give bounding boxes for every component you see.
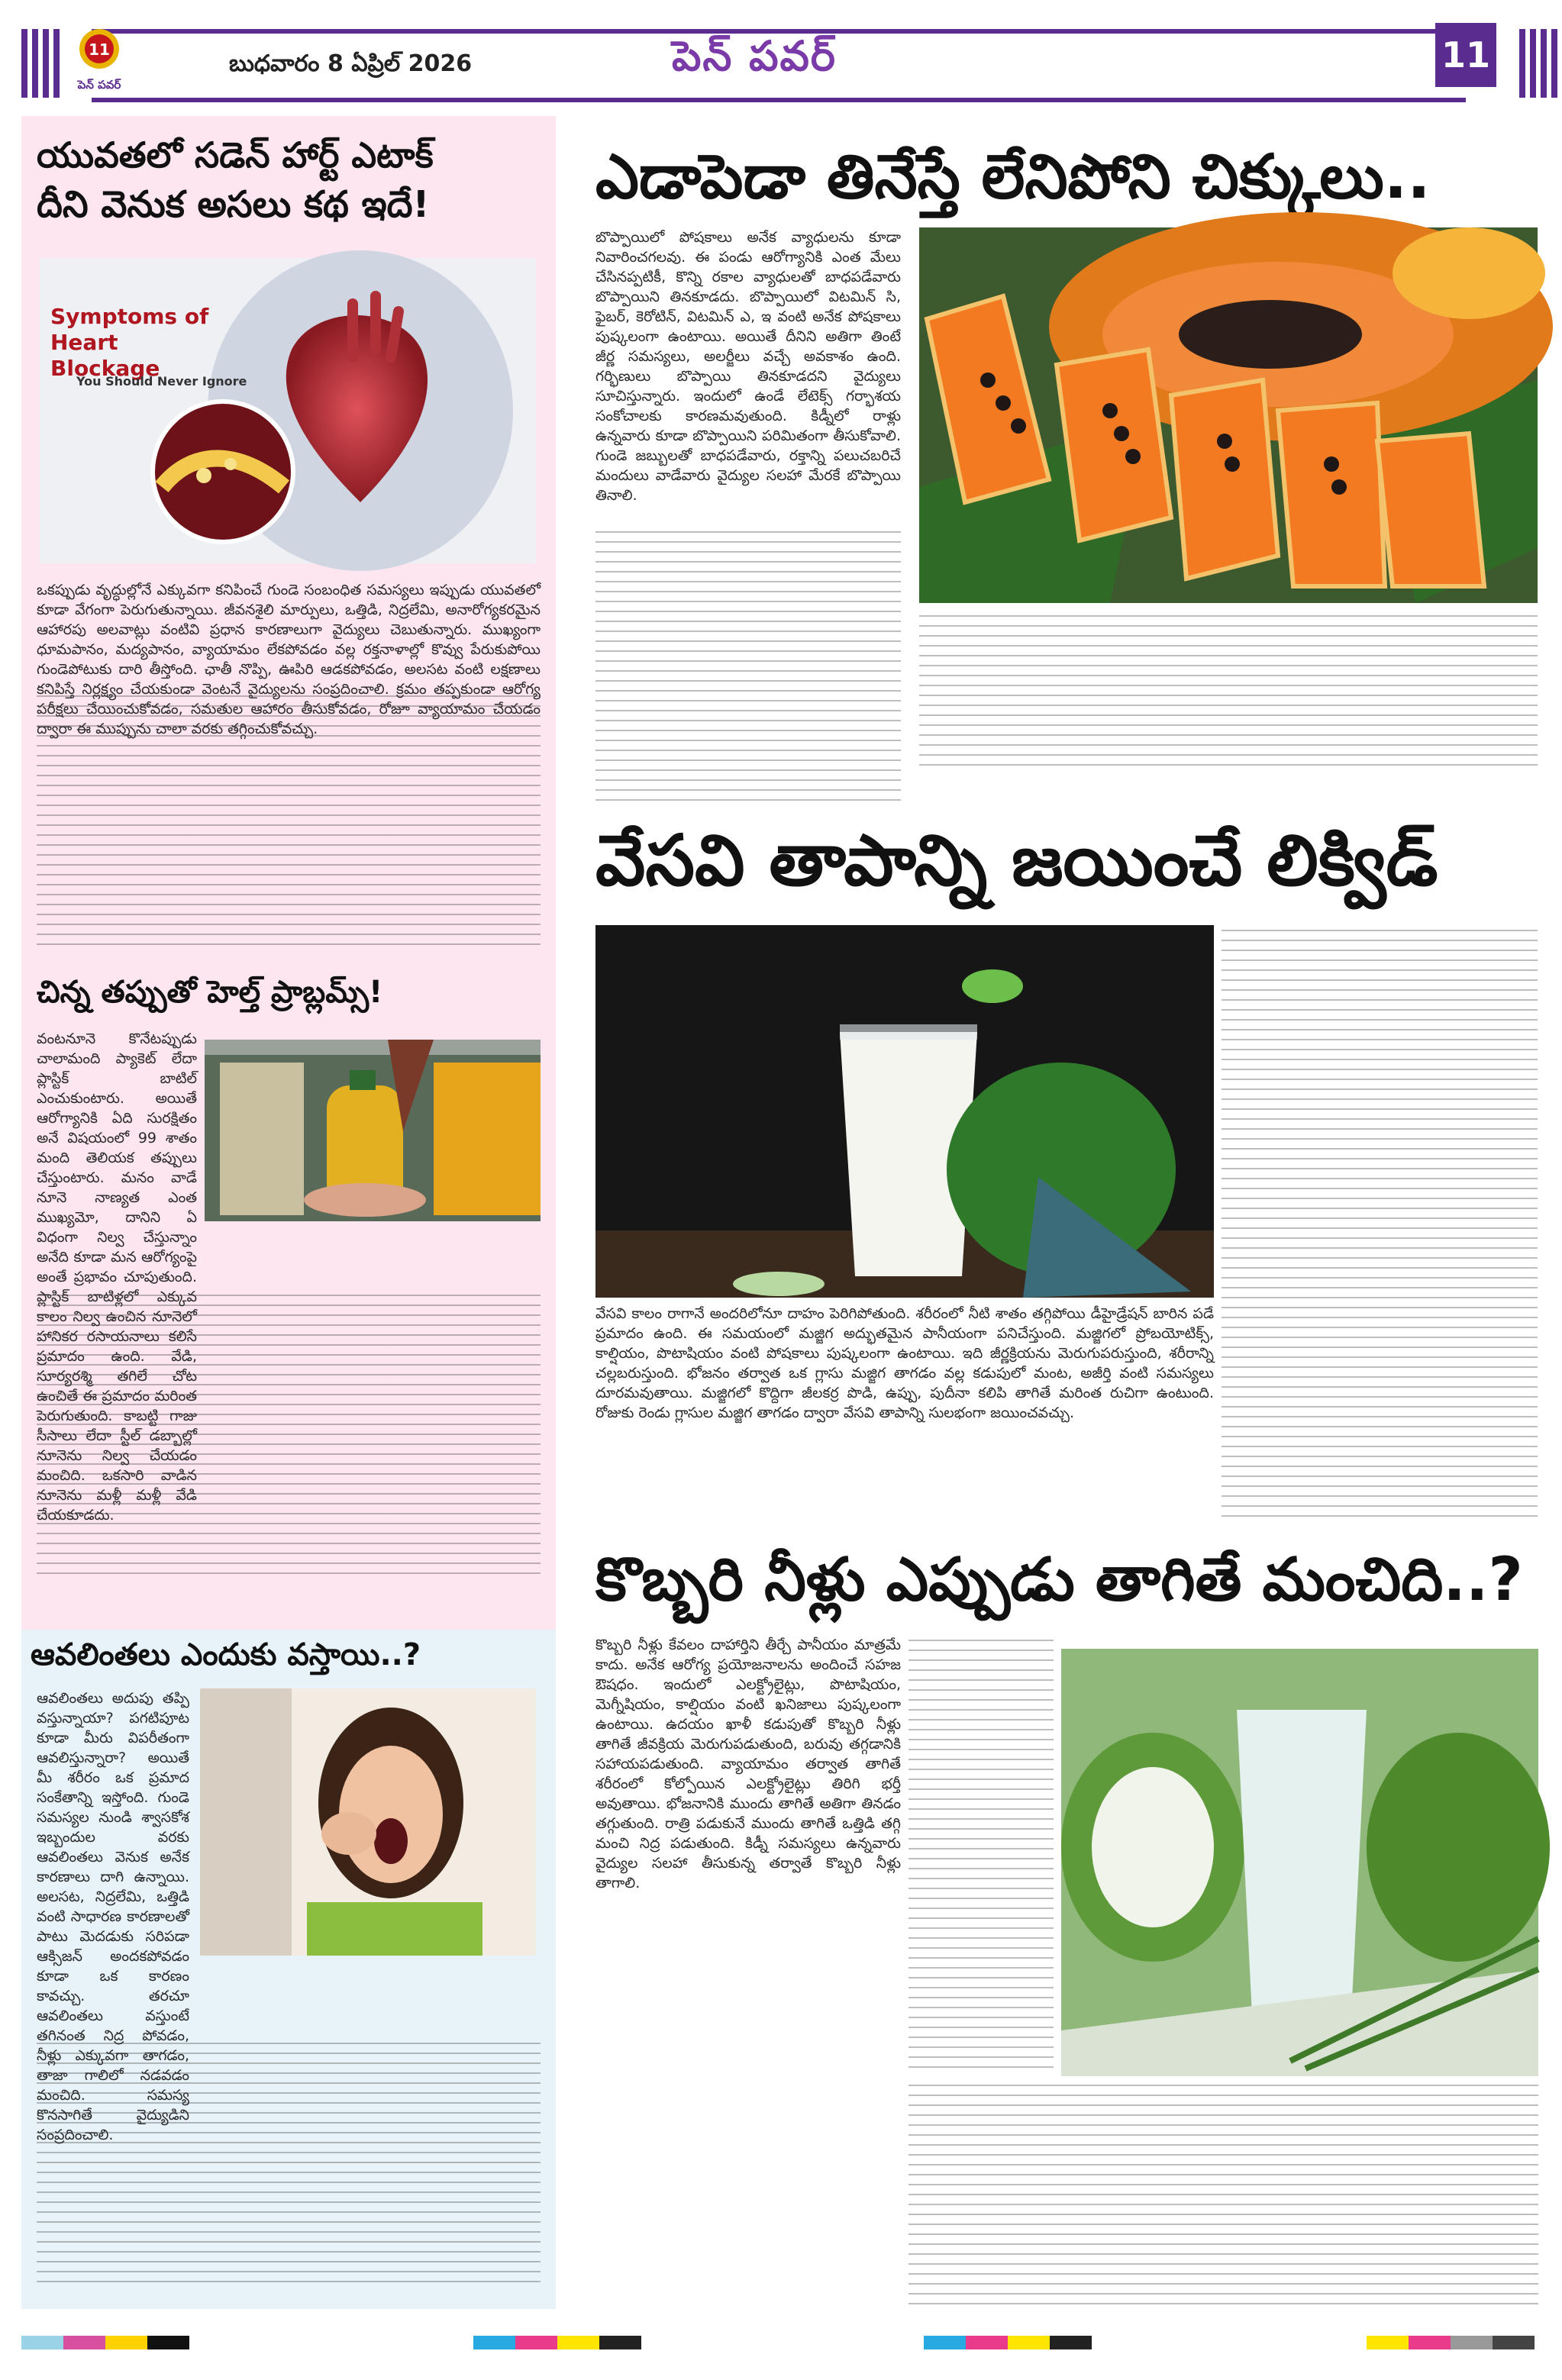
- papaya-lower-text: [919, 611, 1538, 771]
- papaya-body-continued: [595, 527, 901, 809]
- coconut-glass-image: [1061, 1649, 1538, 2076]
- infographic-title: Symptoms of Heart Blockage: [50, 304, 209, 381]
- logo-text: పెన్ పవర్: [77, 78, 121, 92]
- oil-storage-body: వంటనూనె కొనేటప్పుడు చాలామంది ప్యాకెట్ లేదా ప్లాస్టిక్ బాటిల్ ఎంచుకుంటారు. అయితే ఆరోగ్యానికి ఏది సురక్షితం అనే విషయంలో 99 శాతం మంది తెలియక తప్పులు చేస్తుంటారు. మనం వాడే నూనె నాణ్యత ఎంత ముఖ్యమో, దానిని ఏ విధంగా నిల్వ చేస్తున్నాం అనేది కూడా మన ఆరోగ్యంపై అంతే ప్రభావం చూపుతుంది. ప్లాస్టిక్ బాటిళ్లలో ఎక్కువ కాలం నిల్వ ఉంచిన నూనెలో హానికర రసాయనాలు కలిసే ప్రమాదం ఉంది. వేడి, సూర్యరశ్మి తగిలే చోట ఉంచితే ఈ ప్రమాదం మరింత పెరుగుతుంది. కాబట్టి గాజు సీసాలు లేదా స్టీల్ డబ్బాల్లో నూనెను నిల్వ చేయడం మంచిది. ఒకసారి వాడిన నూనెను మళ్లీ మళ్లీ వేడి చేయకూడదు.: [37, 1030, 197, 1524]
- masthead-title: పెన్ పవర్: [672, 32, 837, 80]
- heart-blockage-image: [40, 258, 536, 563]
- buttermilk-glass-image: [595, 925, 1214, 1298]
- coconut-water-body-lower: [908, 2080, 1538, 2309]
- buttermilk-body: వేసవి కాలం రాగానే అందరిలోనూ దాహం పెరిగిపోతుంది. శరీరంలో నీటి శాతం తగ్గిపోయి డీహైడ్రేషన్ బారిన పడే ప్రమాదం ఉంది. ఈ సమయంలో మజ్జిగ అద్భుతమైన పానీయంగా పనిచేస్తుంది. మజ్జిగలో ప్రోబయోటిక్స్, కాల్షియం, పొటాషియం వంటి పోషకాలు పుష్కలంగా ఉంటాయి. ఇది జీర్ణక్రియను మెరుగుపరుస్తుంది, శరీరాన్ని చల్లబరుస్తుంది. భోజనం తర్వాత ఒక గ్లాసు మజ్జిగ తాగడం వల్ల కడుపులో మంట, అజీర్తి వంటి సమస్యలు దూరమవుతాయి. మజ్జిగలో కొద్దిగా జీలకర్ర పొడి, ఉప్పు, పుదీనా కలిపి తాగితే మరింత రుచిగా ఉంటుంది. రోజుకు రెండు గ్లాసుల మజ్జిగ తాగడం ద్వారా వేసవి తాపాన్ని సులభంగా జయించవచ్చు.: [595, 1305, 1214, 1421]
- papaya-headline: ఎడాపెడా తినేస్తే లేనిపోని చిక్కులు..: [595, 141, 1431, 212]
- coconut-water-headline: కొబ్బరి నీళ్లు ఎప్పుడు తాగితే మంచిది..?: [595, 1546, 1523, 1614]
- buttermilk-body-side: [1222, 925, 1538, 1521]
- oil-storage-body-continued: [37, 1290, 541, 1580]
- page-header: [0, 0, 1557, 103]
- registration-bar-3: [924, 2336, 1092, 2349]
- newspaper-logo: [65, 24, 134, 97]
- heart-attack-body: ఒకప్పుడు వృద్ధుల్లోనే ఎక్కువగా కనిపించే గుండె సంబంధిత సమస్యలు ఇప్పుడు యువతలో కూడా వేగంగా పెరుగుతున్నాయి. జీవనశైలి మార్పులు, ఒత్తిడి, నిద్రలేమి, అనారోగ్యకరమైన ఆహారపు అలవాట్లు వంటివి ప్రధాన కారణాలుగా వైద్యులు చెబుతున్నారు. ముఖ్యంగా ధూమపానం, మద్యపానం, వ్యాయామం లేకపోవడం వల్ల రక్తనాళాల్లో కొవ్వు పేరుకుపోయి గుండెపోటుకు దారి తీస్తోంది. ఛాతీ నొప్పి, ఊపిరి ఆడకపోవడం, అలసట వంటి లక్షణాలు కనిపిస్తే నిర్లక్ష్యం చేయకుండా వెంటనే వైద్యులను సంప్రదించాలి. క్రమం తప్పకుండా ఆరోగ్య పరీక్షలు చేయించుకోవడం, సమతుల ఆహారం తీసుకోవడం, రోజూ వ్యాయామం చేయడం ద్వారా ఈ ముప్పును చాలా వరకు తగ్గించుకోవచ్చు.: [37, 582, 541, 737]
- registration-bar-2: [473, 2336, 641, 2349]
- yawning-title: ఆవలింతలు ఎందుకు వస్తాయి..?: [31, 1637, 421, 1672]
- yawning-body-continued: [37, 2038, 541, 2290]
- infographic-subtitle: You Should Never Ignore: [76, 374, 247, 389]
- right-stripe-decoration: [1519, 29, 1562, 98]
- page-number: 11: [1435, 23, 1496, 87]
- coconut-water-body: కొబ్బరి నీళ్లు కేవలం దాహార్తిని తీర్చే పానీయం మాత్రమే కాదు. అనేక ఆరోగ్య ప్రయోజనాలను అందించే సహజ ఔషధం. ఇందులో ఎలక్ట్రోలైట్లు, పొటాషియం, మెగ్నీషియం, కాల్షియం వంటి ఖనిజాలు పుష్కలంగా ఉంటాయి. ఉదయం ఖాళీ కడుపుతో కొబ్బరి నీళ్లు తాగితే జీవక్రియ మెరుగుపడుతుంది, బరువు తగ్గడానికి సహాయపడుతుంది. వ్యాయామం తర్వాత తాగితే శరీరంలో కోల్పోయిన ఎలక్ట్రోలైట్లు తిరిగి భర్తీ అవుతాయి. భోజనానికి ముందు తాగితే అతిగా తినడం తగ్గుతుంది. రాత్రి పడుకునే ముందు తాగితే ఒత్తిడి తగ్గి మంచి నిద్ర పడుతుంది. కిడ్నీ సమస్యలు ఉన్నవారు వైద్యుల సలహా తీసుకున్న తర్వాతే కొబ్బరి నీళ్లు తాగాలి.: [595, 1637, 901, 1891]
- heart-attack-body-continued: [37, 691, 541, 950]
- papaya-image: [919, 227, 1538, 603]
- header-bottom-rule: [92, 98, 1466, 102]
- yawning-woman-image: [200, 1688, 536, 1956]
- oil-storage-title: చిన్న తప్పుతో హెల్త్ ప్రాబ్లమ్స్!: [37, 975, 383, 1010]
- issue-date: బుధవారం 8 ఏప్రిల్ 2026: [229, 50, 473, 77]
- heart-attack-title-line1: యువతలో సడెన్ హార్ట్ ఎటాక్: [37, 134, 434, 176]
- heart-attack-title-line2: దీని వెనుక అసలు కథ ఇదే!: [37, 183, 430, 226]
- registration-bar-4: [1367, 2336, 1535, 2349]
- svg-text:11: 11: [89, 40, 110, 59]
- oil-bottle-image: [205, 1040, 541, 1221]
- coconut-water-body-middle: [908, 1635, 1054, 2070]
- buttermilk-headline: వేసవి తాపాన్ని జయించే లిక్విడ్: [595, 820, 1438, 901]
- papaya-body: బొప్పాయిలో పోషకాలు అనేక వ్యాధులను కూడా నివారించగలవు. ఈ పండు ఆరోగ్యానికి ఎంత మేలు చేసినప్పటికీ, కొన్ని రకాల వ్యాధులతో బాధపడేవారు బొప్పాయిని తినకూడదు. బొప్పాయిలో విటమిన్ సి, ఫైబర్, కెరోటిన్, విటమిన్ ఎ, ఇ వంటి అనేక పోషకాలు పుష్కలంగా ఉంటాయి. అయితే దీనిని అతిగా తింటే జీర్ణ సమస్యలు, అలర్జీలు వచ్చే అవకాశం ఉంది. గర్భిణులు బొప్పాయి తినకూడదని వైద్యులు సూచిస్తున్నారు. ఇందులో ఉండే లేటెక్స్ గర్భాశయ సంకోచాలకు కారణమవుతుంది. కిడ్నీలో రాళ్లు ఉన్నవారు కూడా బొప్పాయిని పరిమితంగా తీసుకోవాలి. గుండె జబ్బులతో బాధపడేవారు, రక్తాన్ని పలుచబరిచే మందులు వాడేవారు వైద్యుల సలహా మేరకే బొప్పాయి తినాలి.: [595, 229, 901, 504]
- left-stripe-decoration: [21, 29, 64, 98]
- yawning-body: ఆవలింతలు అదుపు తప్పి వస్తున్నాయా? పగటిపూట కూడా మీరు విపరీతంగా ఆవలిస్తున్నారా? అయితే మీ శరీరం ఒక ప్రమాద సంకేతాన్ని ఇస్తోంది. గుండె సమస్యల నుండి శ్వాసకోశ ఇబ్బందుల వరకు ఆవలింతలు వెనుక అనేక కారణాలు దాగి ఉన్నాయి. అలసట, నిద్రలేమి, ఒత్తిడి వంటి సాధారణ కారణాలతో పాటు మెదడుకు సరిపడా ఆక్సిజన్ అందకపోవడం కూడా ఒక కారణం కావచ్చు. తరచూ ఆవలింతలు వస్తుంటే తగినంత నిద్ర పోవడం, నీళ్లు ఎక్కువగా తాగడం, తాజా గాలిలో నడవడం మంచిది. సమస్య కొనసాగితే వైద్యుడిని సంప్రదించాలి.: [37, 1690, 189, 2143]
- registration-bar-1: [21, 2336, 189, 2349]
